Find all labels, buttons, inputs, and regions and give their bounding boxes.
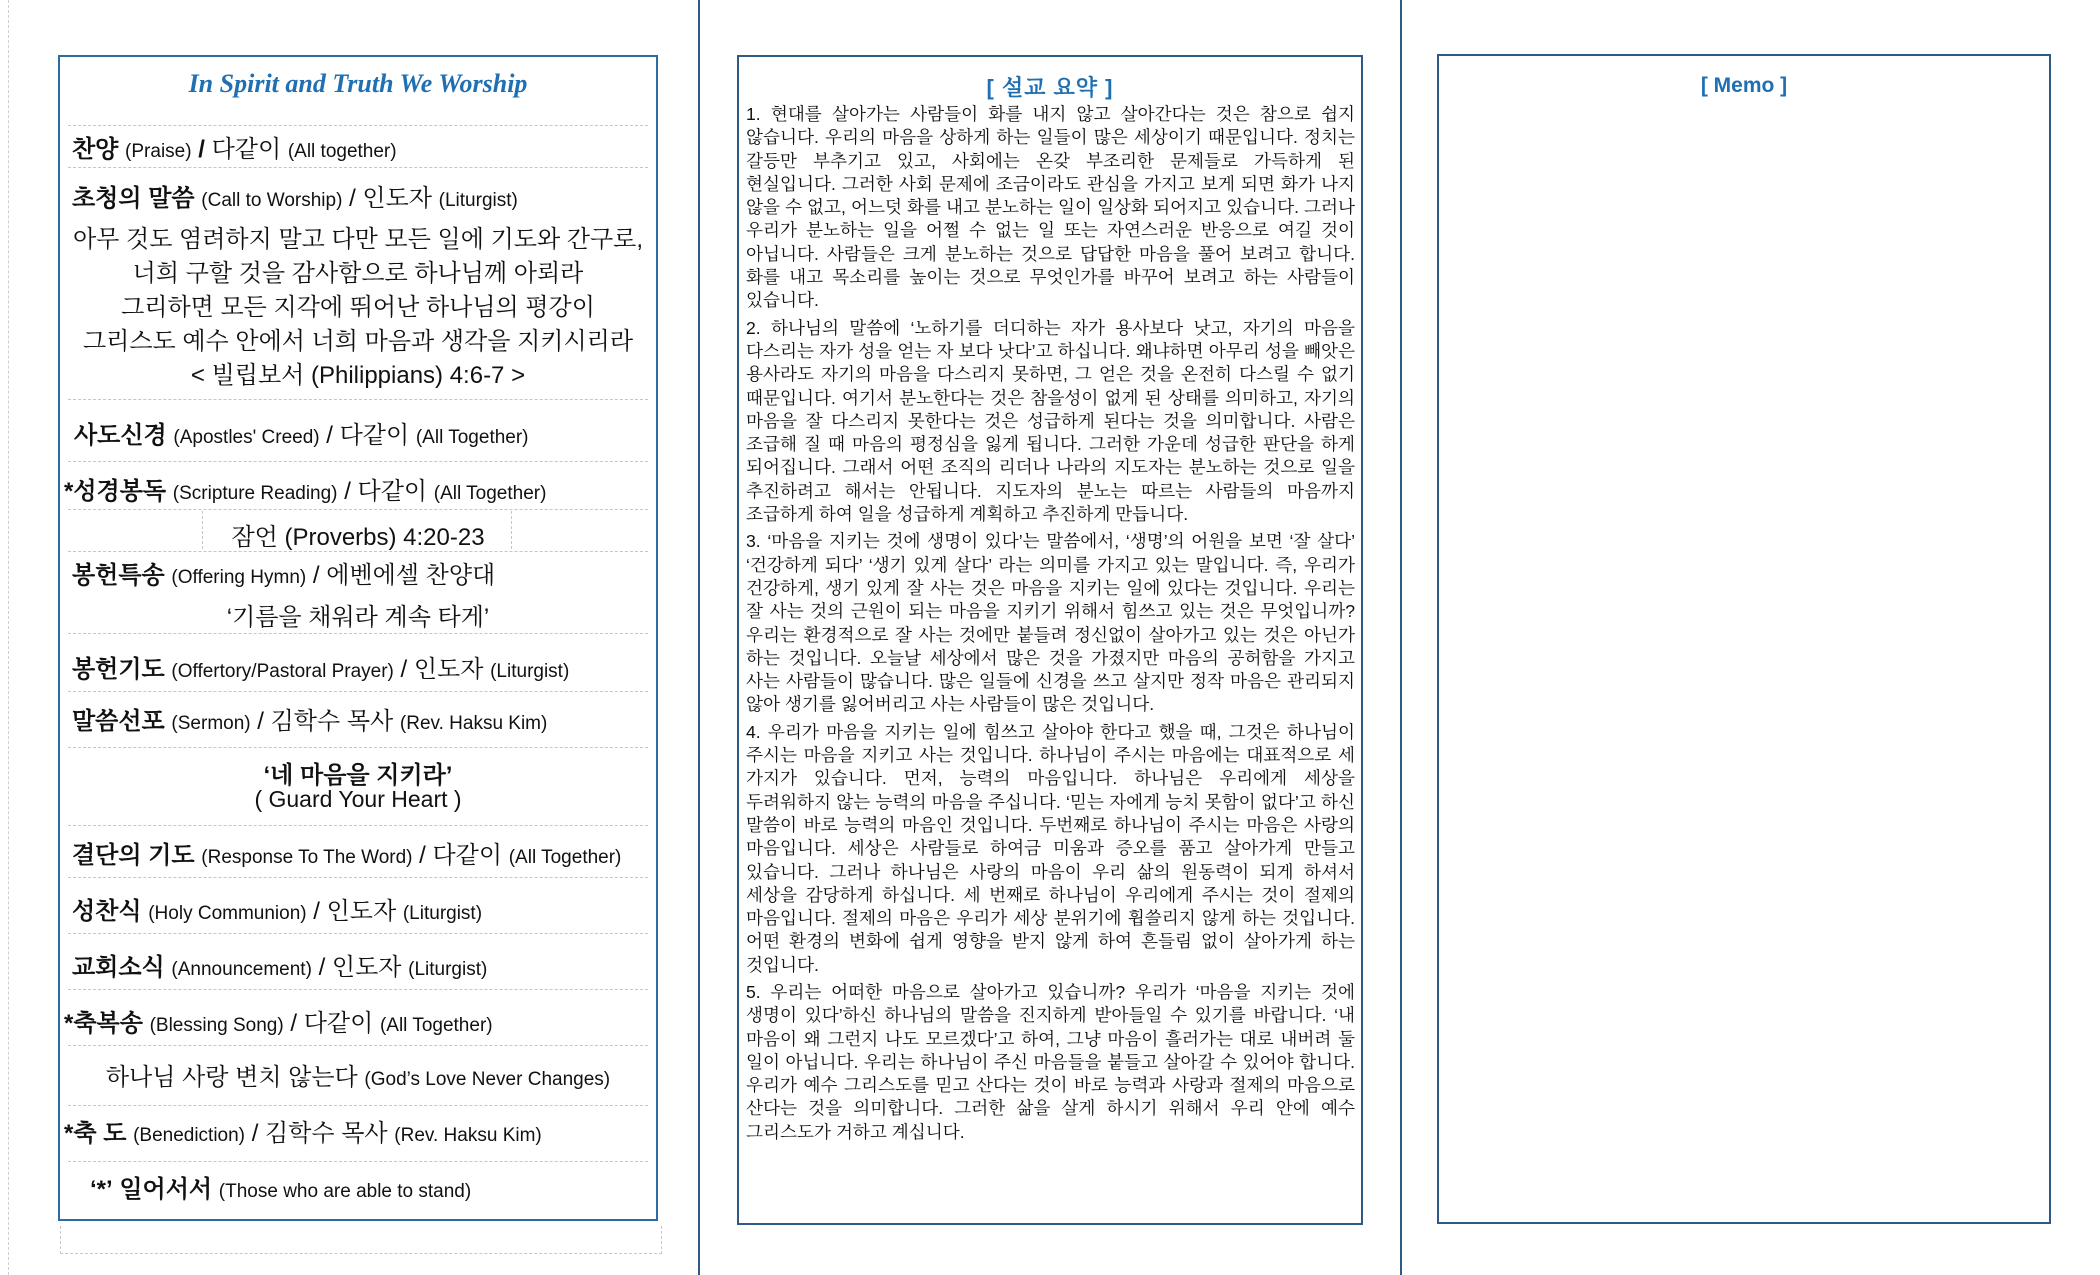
label-ko: 봉헌기도: [72, 656, 165, 683]
divider: [68, 1105, 648, 1106]
separator: /: [344, 478, 351, 505]
leader-en: (All Together): [433, 483, 547, 504]
label-en: (Blessing Song): [149, 1015, 284, 1036]
leader-en: (All together): [287, 141, 397, 162]
separator: /: [318, 954, 326, 981]
leader-ko: 김학수 목사: [265, 1120, 388, 1147]
leader-en: (Liturgist): [402, 903, 483, 924]
leader-en: (Liturgist): [490, 661, 570, 682]
verse-line: 너희 구할 것을 감사함으로 하나님께 아뢰라: [132, 260, 584, 287]
stand-en: (Those who are able to stand): [218, 1181, 472, 1202]
item-response-prayer: [72, 835, 648, 870]
separator: /: [198, 136, 205, 163]
leader-en: (Liturgist): [408, 959, 488, 980]
summary-paragraph-5: 5. 우리는 어떠한 마음으로 살아가고 있습니까? 우리가 ‘마음을 지키는 것에 생명이 있다’하신 하나님의 말씀을 진지하게 받아들일 수 있기를 바랍니다. ‘내 마음이 왜 그런지 나도 모르겠다’고 하여, 그냥 마음이 흘러가는 대로 내버려 둘 일이 아닙니다. 우리는 하나님이 주신 마음들을 붙들고 살아갈 수 있어야 합니다. 우리가 예수 그리스도를 믿고 산다는 것이 바로 능력과 사랑과 절제의 마음으로 산다는 것을 의미합니다. 그러한 삶을 살게 하시기 위해서 우리 안에 예수 그리스도가 거하고 계십니다.: [746, 981, 1355, 1142]
leader-ko: 다같이: [339, 422, 410, 449]
item-call-to-worship: [72, 178, 648, 213]
divider: [68, 633, 648, 634]
item-offering-hymn: [72, 555, 648, 590]
divider: [68, 877, 648, 878]
label-en: (Holy Communion): [148, 903, 307, 924]
divider: [68, 167, 648, 168]
leader-ko: 다같이: [303, 1010, 374, 1037]
divider: [68, 933, 648, 934]
item-sermon: [72, 701, 648, 736]
stand-mark: ‘*’: [90, 1176, 113, 1203]
leader-en: (Liturgist): [438, 190, 518, 211]
verse-line: 그리스도 예수 안에서 너희 마음과 생각을 지키시리라: [82, 328, 634, 355]
separator: /: [400, 656, 408, 683]
leader-ko: 김학수 목사: [270, 708, 394, 735]
bottom-dashed-frame: [60, 1226, 662, 1254]
label-ko: 초청의 말씀: [72, 185, 195, 212]
stand-mark: *: [64, 478, 74, 505]
item-offertory-prayer: [72, 649, 648, 684]
label-ko: 성찬식: [72, 898, 142, 925]
separator: /: [313, 898, 320, 925]
item-announcement: [72, 947, 648, 982]
leader-ko: 다같이: [211, 136, 282, 163]
panel-divider-right: [1400, 0, 1402, 1275]
call-verse: [60, 223, 656, 393]
song-title-ko: 하나님 사랑 변치 않는다: [105, 1064, 358, 1091]
separator: /: [257, 708, 264, 735]
divider: [68, 1045, 648, 1046]
summary-paragraph-3: 3. ‘마음을 지키는 것에 생명이 있다’는 말씀에서, ‘생명’의 어원을 보면 ‘잘 살다’ ‘건강하게 되다’ ‘생기 있게 살다’ 라는 의미를 가지고 있는 말입니다. 즉, 우리가 건강하게, 생기 있게 잘 사는 것은 마음을 지키는 일에 있다는 것입니다. 우리는 잘 사는 것의 근원이 되는 마음을 지키기 위해서 힘쓰고 있는 것은 무엇입니까? 우리는 환경적으로 잘 사는 것에만 붙들려 정신없이 살아가고 있는 것은 아닌가 하는 것입니다. 오늘날 세상에서 많은 것을 가졌지만 마음의 공허함을 가지고 사는 사람들이 많습니다. 많은 일들에 신경을 쓰고 살지만 정작 마음은 관리되지 않아 생기를 잃어버리고 사는 사람들이 많은 것입니다.: [746, 531, 1355, 715]
verse-line: 아무 것도 염려하지 말고 다만 모든 일에 기도와 간구로,: [72, 226, 644, 253]
verse-reference: < 빌립보서 (Philippians) 4:6-7 >: [190, 362, 526, 389]
leader-en: (Rev. Haksu Kim): [399, 713, 548, 734]
sermon-summary-title: [ 설교 요약 ]: [986, 75, 1114, 100]
item-praise: [72, 129, 648, 164]
label-en: (Sermon): [171, 713, 251, 734]
memo-panel: [1437, 54, 2051, 1224]
leader-ko: 다같이: [357, 478, 428, 505]
label-ko: 찬양: [72, 136, 119, 163]
divider: [68, 399, 648, 400]
label-en: (Offertory/Pastoral Prayer): [171, 661, 394, 682]
label-en: (Response To The Word): [201, 847, 413, 868]
leader-ko: 인도자: [362, 185, 432, 212]
divider: [68, 509, 648, 510]
label-ko: 사도신경: [74, 422, 167, 449]
stand-mark: *: [64, 1120, 74, 1147]
divider: [68, 1161, 648, 1162]
leader-ko: 인도자: [326, 898, 397, 925]
divider: [68, 691, 648, 692]
label-en: (Benediction): [133, 1125, 246, 1146]
choir: 에벤에셀 찬양대: [326, 562, 496, 589]
label-en: (Call to Worship): [201, 190, 343, 211]
separator: /: [312, 562, 320, 589]
scripture-reference: 잠언 (Proverbs) 4:20-23: [231, 524, 485, 551]
stand-mark: *: [64, 1010, 74, 1037]
separator: /: [419, 842, 426, 869]
divider: [68, 747, 648, 748]
item-apostles-creed: [74, 415, 648, 450]
summary-paragraph-2: 2. 하나님의 말씀에 ‘노하기를 더디하는 자가 용사보다 낫고, 자기의 마음을 다스리는 자가 성을 얻는 자 보다 낫다’고 하십니다. 왜냐하면 아무리 성을 빼앗은 용사라도 자기의 마음을 다스리지 못하면, 그 얻은 것을 온전히 다스릴 수 없기 때문입니다. 여기서 분노한다는 것은 참을성이 없게 된 상태를 의미하고, 자기의 마음을 잘 다스리지 못한다는 것은 성급하게 된다는 것을 의미합니다. 사람은 조급해 질 때 마음의 평정심을 잃게 됩니다. 그러한 가운데 성급한 판단을 하게 되어집니다. 그래서 어떤 조직의 리더나 나라의 지도자는 분노하는 것으로 일을 추진하려고 해서는 안됩니다. 지도자의 분노는 따르는 사람들의 마음까지 조급하게 하여 일을 성급하게 계획하고 추진하게 만듭니다.: [746, 317, 1355, 525]
separator: /: [251, 1120, 259, 1147]
leader-en: (All Together): [508, 847, 622, 868]
label-ko: 성경봉독: [73, 478, 167, 505]
label-ko: 봉헌특송: [72, 562, 165, 589]
item-scripture-reading: [64, 471, 648, 506]
label-ko: 교회소식: [72, 954, 165, 981]
separator: /: [290, 1010, 298, 1037]
sermon-title-en: ( Guard Your Heart ): [254, 786, 462, 812]
divider: [68, 551, 648, 552]
sermon-summary-body: [746, 103, 1355, 1148]
label-en: (Offering Hymn): [171, 567, 307, 588]
divider: [68, 989, 648, 990]
label-ko: 결단의 기도: [72, 842, 195, 869]
label-en: (Scripture Reading): [172, 483, 338, 504]
item-blessing-song: [64, 1003, 648, 1038]
label-en: (Apostles' Creed): [173, 427, 320, 448]
order-of-worship: [58, 55, 658, 1221]
separator: /: [349, 185, 356, 212]
separator: /: [326, 422, 333, 449]
verse-line: 그리하면 모든 지각에 뛰어난 하나님의 평강이: [121, 294, 595, 321]
panel-divider-left: [698, 0, 700, 1275]
divider: [68, 825, 648, 826]
summary-paragraph-1: 1. 현대를 살아가는 사람들이 화를 내지 않고 살아간다는 것은 참으로 쉽지 않습니다. 우리의 마음을 상하게 하는 일들이 많은 세상이기 때문입니다. 정치는 갈등만 부추기고 있고, 사회에는 온갖 부조리한 문제들로 가득하게 된 현실입니다. 그러한 사회 문제에 조금이라도 관심을 가지고 보게 되면 화가 나지 않을 수 없고, 어느덧 화를 내고 분노하는 일이 일상화 되어지고 있습니다. 그러나 우리가 분노하는 일을 어쩔 수 없는 일 또는 자연스러운 반응으로 여길 것이 아닙니다. 사람들은 크게 분노하는 것으로 답답한 마음을 풀어 보려고 합니다. 화를 내고 목소리를 높이는 것으로 무엇인가를 바꾸어 보려고 하는 사람들이 있습니다.: [746, 104, 1355, 311]
stand-note: [90, 1169, 648, 1204]
leader-ko: 인도자: [331, 954, 402, 981]
divider: [68, 125, 648, 126]
item-benediction: [64, 1113, 648, 1148]
sermon-title-ko: ‘네 마음을 지키라’: [263, 762, 453, 789]
leader-en: (All Together): [415, 427, 529, 448]
label-en: (Praise): [125, 141, 192, 162]
order-title: In Spirit and Truth We Worship: [188, 69, 528, 98]
label-ko: 축복송: [73, 1010, 143, 1037]
blessing-song-title: [60, 1057, 656, 1092]
divider: [68, 461, 648, 462]
memo-title: [ Memo ]: [1700, 74, 1788, 97]
sermon-summary: [737, 55, 1363, 1225]
label-ko: 축 도: [73, 1120, 127, 1147]
summary-paragraph-4: 4. 우리가 마음을 지키는 일에 힘쓰고 살아야 한다고 했을 때, 그것은 하나님이 주시는 마음을 지키고 사는 것입니다. 하나님이 주시는 마음에는 대표적으로 세 가지가 있습니다. 먼저, 능력의 마음입니다. 하나님은 우리에게 세상을 두려워하지 않는 능력의 마음을 주십니다. ‘믿는 자에게 능치 못함이 없다’고 하신 말씀이 바로 능력의 마음인 것입니다. 두번째로 하나님이 주시는 마음은 사랑의 마음입니다. 세상은 사람들로 하여금 미움과 증오를 품고 살아가게 만들고 있습니다. 그러나 하나님은 사랑의 마음이 우리 삶의 원동력이 되게 하셔서 세상을 감당하게 하십니다. 세 번째로 하나님이 우리에게 주시는 것이 절제의 마음입니다. 절제의 마음은 우리가 세상 분위기에 휩쓸리지 않게 하는 것입니다. 어떤 환경의 변화에 쉽게 영향을 받지 않게 하여 흔들림 없이 살아가게 하는 것입니다.: [746, 721, 1355, 975]
leader-ko: 인도자: [413, 656, 484, 683]
item-holy-communion: [72, 891, 648, 926]
page-edge-dash: [8, 0, 9, 1275]
leader-ko: 다같이: [432, 842, 503, 869]
stand-ko: 일어서서: [119, 1176, 213, 1203]
leader-en: (All Together): [379, 1015, 493, 1036]
label-en: (Announcement): [171, 959, 312, 980]
song-title-en: (God’s Love Never Changes): [364, 1069, 611, 1090]
hymn-title: ‘기름을 채워라 계속 타게’: [226, 604, 490, 631]
label-ko: 말씀선포: [72, 708, 165, 735]
leader-en: (Rev. Haksu Kim): [394, 1125, 542, 1146]
